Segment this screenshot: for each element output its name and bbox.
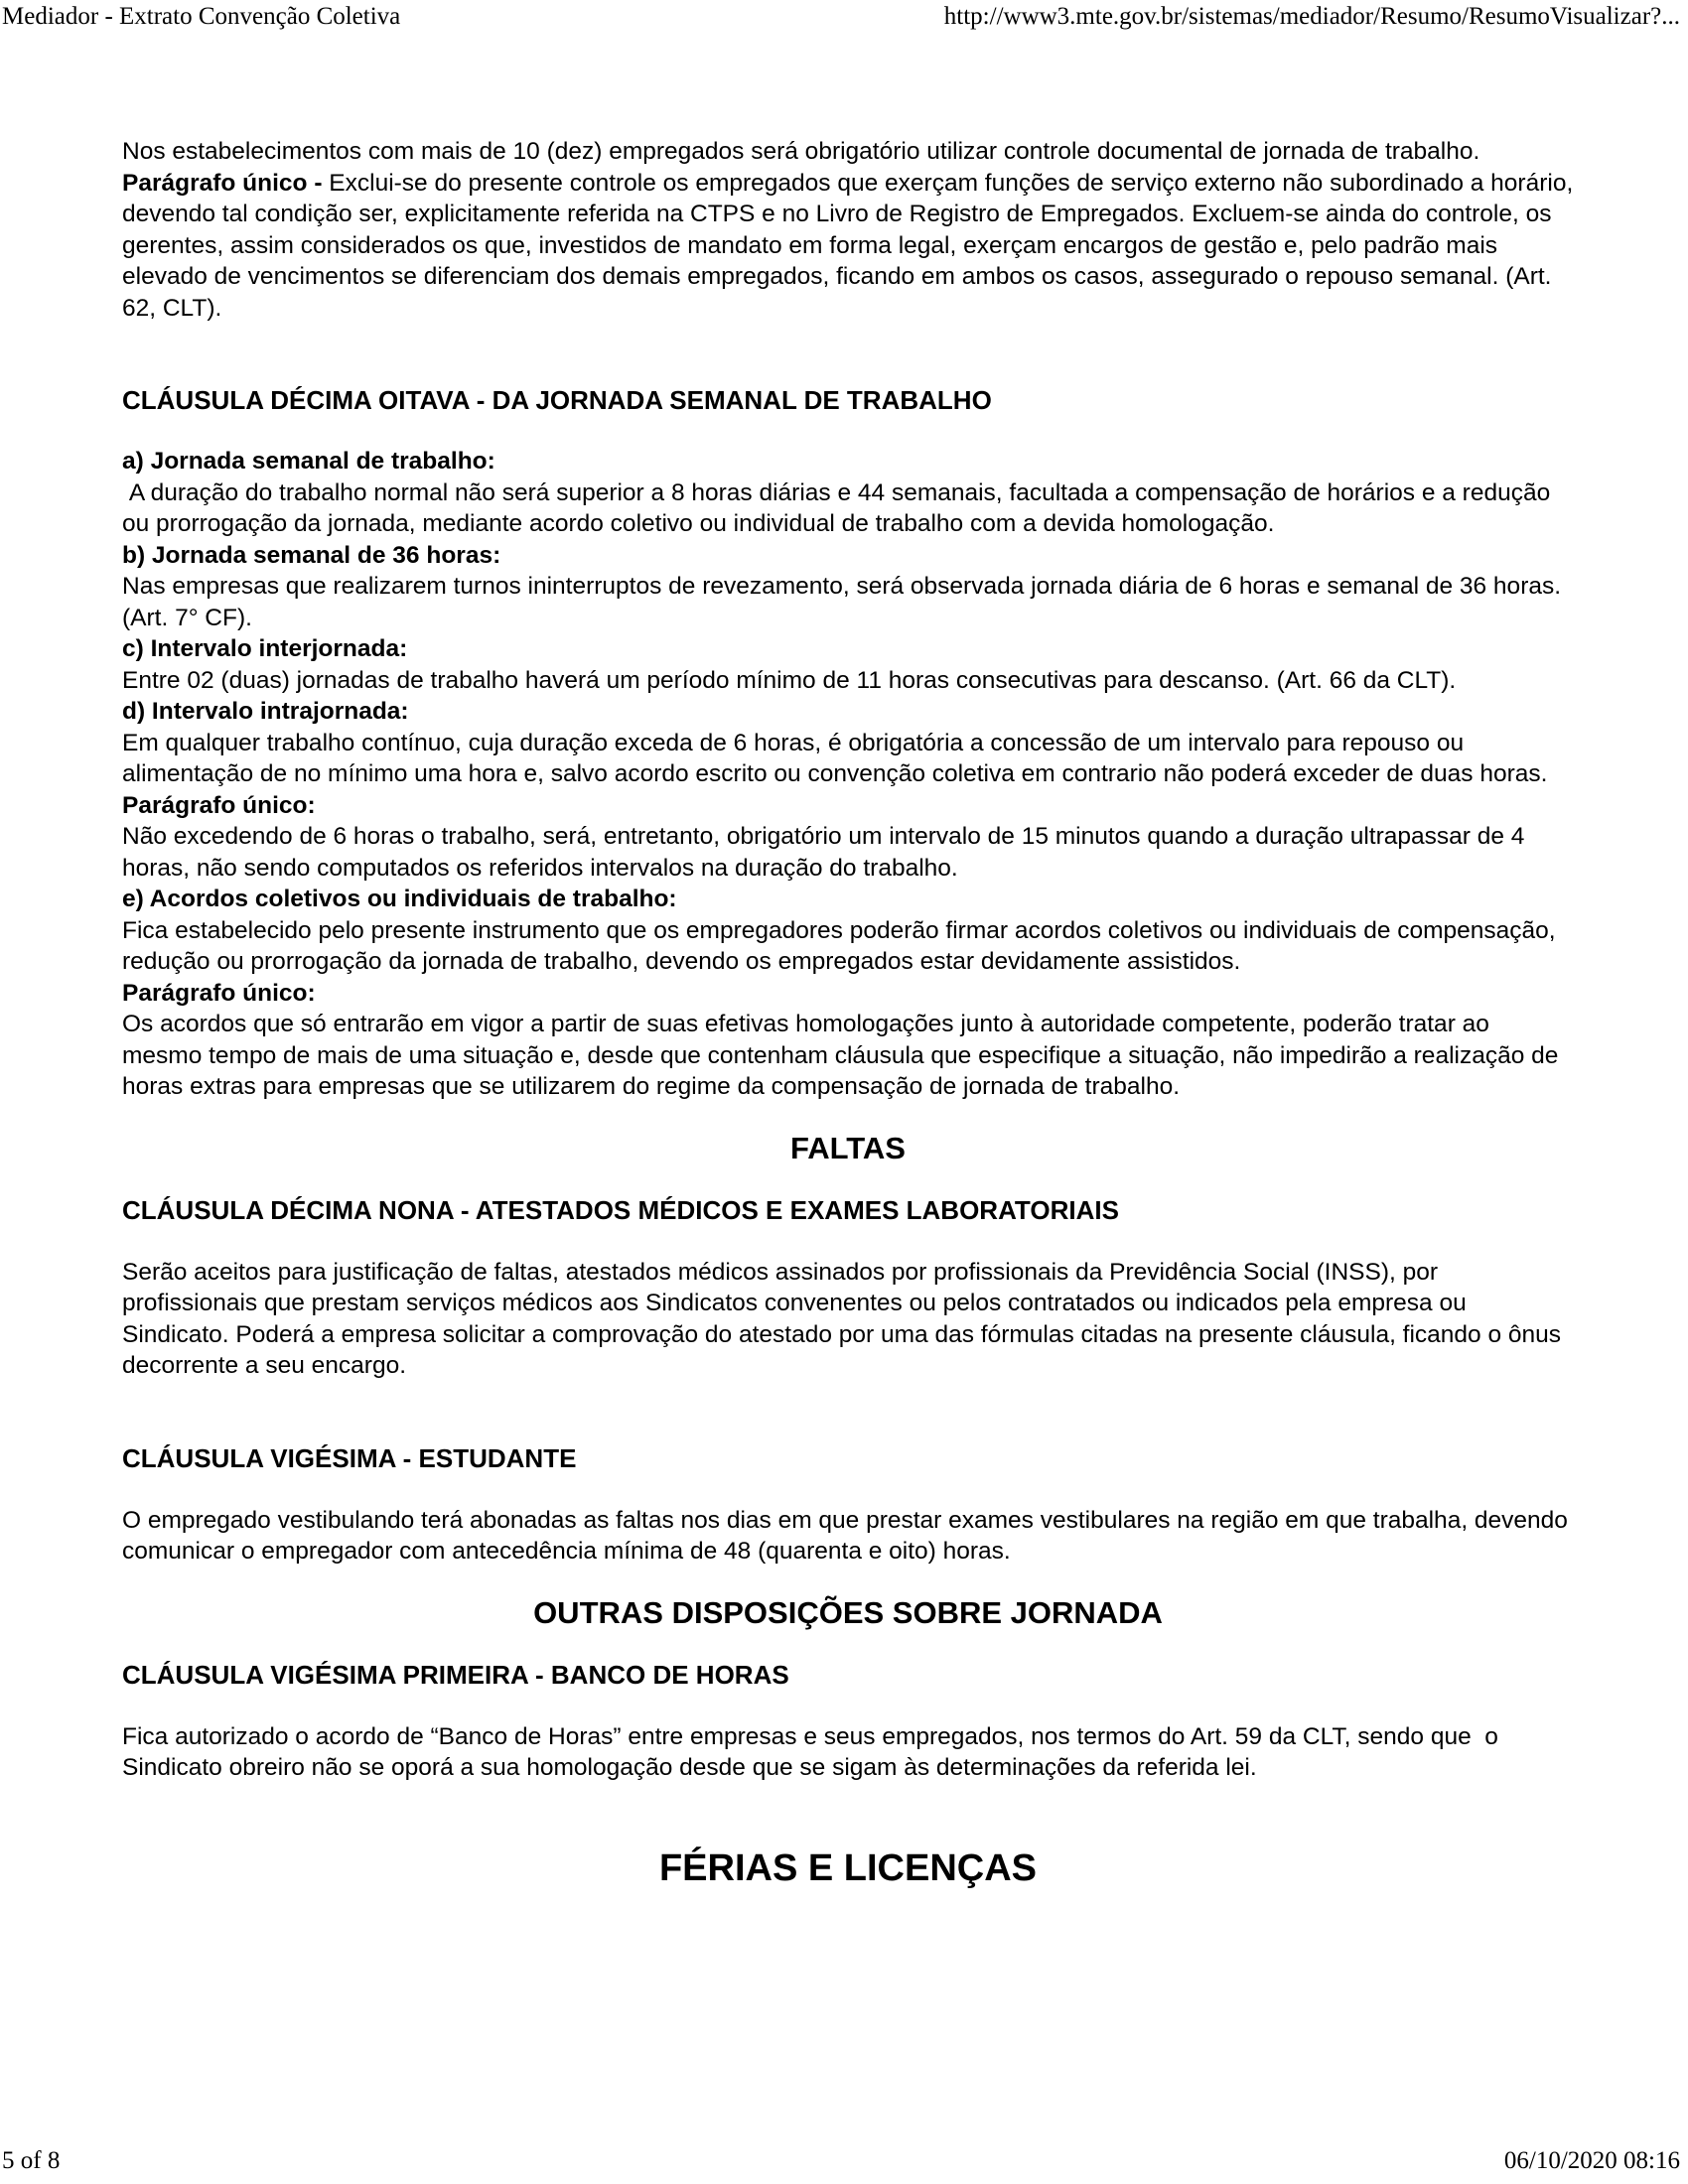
page-header-title: Mediador - Extrato Convenção Coletiva bbox=[2, 3, 401, 30]
document-body bbox=[122, 136, 1574, 1891]
clause-18-b-text: Nas empresas que realizarem turnos ininterruptos de revezamento, será observada jornada diária de 6 horas e semanal de 36 horas. (Art. 7° CF). bbox=[122, 573, 1562, 631]
intro-sole-paragraph bbox=[122, 168, 1574, 325]
clause-18-d-sole-paragraph-text: Não excedendo de 6 horas o trabalho, será, entretanto, obrigatório um intervalo de 15 minutos quando a duração ultrapassar de 4 horas, não sendo computados os referidos intervalos na duração do trabalho. bbox=[122, 823, 1525, 882]
clause-20-title: CLÁUSULA VIGÉSIMA - ESTUDANTE bbox=[122, 1442, 577, 1473]
clause-20-text: O empregado vestibulando terá abonadas as faltas nos dias em que prestar exames vestibulares na região em que trabalha, devendo comunicar o empregador com antecedência mínima de 48 (quarenta e oito) horas. bbox=[122, 1506, 1568, 1565]
clause-19-title: CLÁUSULA DÉCIMA NONA - ATESTADOS MÉDICOS E EXAMES LABORATORIAIS bbox=[122, 1194, 1119, 1225]
print-timestamp: 06/10/2020 08:16 bbox=[1503, 2147, 1680, 2174]
page-header-url: http://www3.mte.gov.br/sistemas/mediador/Resumo/ResumoVisualizar?... bbox=[943, 3, 1680, 30]
clause-18-e-label: e) Acordos coletivos ou individuais de trabalho: bbox=[122, 886, 677, 912]
clause-18-e-sole-paragraph-text: Os acordos que só entrarão em vigor a partir de suas efetivas homologações junto à autoridade competente, poderão tratar ao mesmo tempo de mais de uma situação e, desde que contenham cláusula que especifique a situação, não impedirão a realização de horas extras para empresas que se utilizarem do regime da compensação de jornada de trabalho. bbox=[122, 1011, 1559, 1100]
section-title-faltas: FALTAS bbox=[790, 1130, 906, 1165]
intro-sole-paragraph-text: Exclui-se do presente controle os empregados que exerçam funções de serviço externo não subordinado a horário, devendo tal condição ser, explicitamente referida na CTPS e no Livro de Registro de Empregados. Excluem-se ainda do controle, os gerentes, assim considerados os que, investidos de mandato em forma legal, exerçam encargos de gestão e, pelo padrão mais elevado de vencimentos se diferenciam dos demais empregados, ficando em ambos os casos, assegurado o repouso semanal. (Art. 62, CLT). bbox=[122, 169, 1574, 322]
clause-18-c-text: Entre 02 (duas) jornadas de trabalho haverá um período mínimo de 11 horas consecutivas para descanso. (Art. 66 da CLT). bbox=[122, 666, 1457, 694]
section-title-outras-disposicoes: OUTRAS DISPOSIÇÕES SOBRE JORNADA bbox=[533, 1594, 1163, 1630]
intro-sole-paragraph-label: Parágrafo único - bbox=[122, 169, 323, 197]
clause-18-d-sole-paragraph-label: Parágrafo único: bbox=[122, 791, 316, 819]
clause-18-e-text: Fica estabelecido pelo presente instrumento que os empregadores poderão firmar acordos coletivos ou individuais de compensação, redução ou prorrogação da jornada de trabalho, devendo os empregados estar devidamente assistidos. bbox=[122, 916, 1556, 975]
clause-19-text: Serão aceitos para justificação de faltas, atestados médicos assinados por profissionais da Previdência Social (INSS), por profissionais que prestam serviços médicos aos Sindicatos convenentes ou pelos contratados ou indicados pela empresa ou Sindicato. Poderá a empresa solicitar a comprovação do atestado por uma das fórmulas citadas na presente cláusula, ficando o ônus decorrente a seu encargo. bbox=[122, 1258, 1562, 1379]
clause-18-d-text: Em qualquer trabalho contínuo, cuja duração exceda de 6 horas, é obrigatória a concessão de um intervalo para repouso ou alimentação de no mínimo uma hora e, salvo acordo escrito ou convenção coletiva em contrario não poderá exceder de duas horas. bbox=[122, 729, 1548, 787]
clause-18-title: CLÁUSULA DÉCIMA OITAVA - DA JORNADA SEMANAL DE TRABALHO bbox=[122, 385, 992, 415]
clause-18-a-text: A duração do trabalho normal não será superior a 8 horas diárias e 44 semanais, facultada a compensação de horários e a redução ou prorrogação da jornada, mediante acordo coletivo ou individual de trabalho com a devida homologação. bbox=[122, 478, 1558, 537]
intro-paragraph: Nos estabelecimentos com mais de 10 (dez) empregados será obrigatório utilizar controle documental de jornada de trabalho. bbox=[122, 138, 1480, 165]
clause-21-text: Fica autorizado o acordo de “Banco de Horas” entre empresas e seus empregados, nos termos do Art. 59 da CLT, sendo que o Sindicato obreiro não se oporá a sua homologação desde que se sigam às determinações da referida lei. bbox=[122, 1722, 1505, 1781]
clause-18-c-label: c) Intervalo interjornada: bbox=[122, 635, 408, 662]
clause-21-title: CLÁUSULA VIGÉSIMA PRIMEIRA - BANCO DE HORAS bbox=[122, 1659, 789, 1690]
page-number: 5 of 8 bbox=[2, 2147, 61, 2174]
clause-18-e-sole-paragraph-label: Parágrafo único: bbox=[122, 979, 316, 1007]
clause-18-b-label: b) Jornada semanal de 36 horas: bbox=[122, 541, 501, 569]
clause-18-a-label: a) Jornada semanal de trabalho: bbox=[122, 448, 495, 475]
clause-18-d-label: d) Intervalo intrajornada: bbox=[122, 698, 409, 725]
section-title-ferias-licencas: FÉRIAS E LICENÇAS bbox=[658, 1846, 1038, 1889]
